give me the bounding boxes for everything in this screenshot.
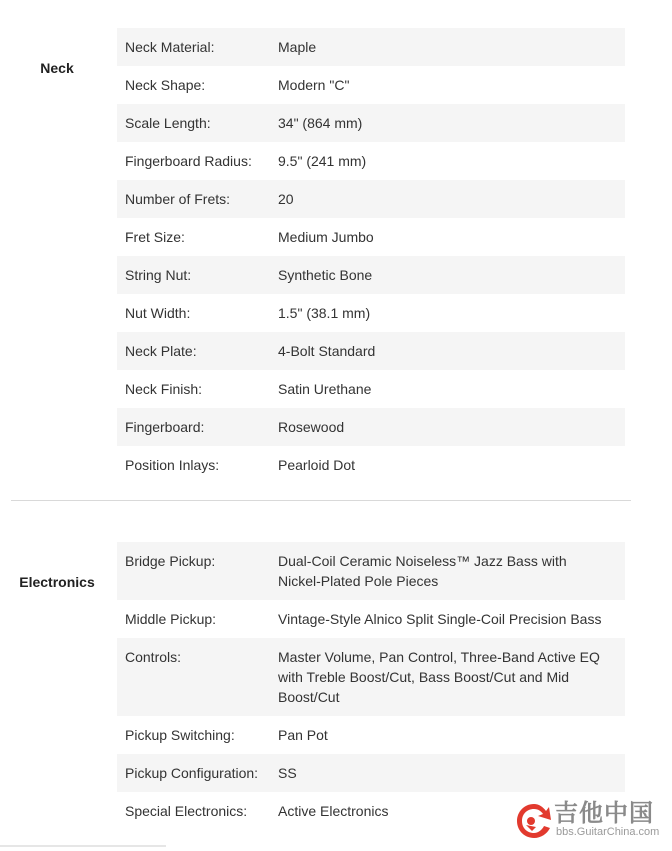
- spec-value: Maple: [278, 39, 317, 55]
- spec-label: Fingerboard:: [125, 419, 205, 435]
- spec-label: Nut Width:: [125, 305, 191, 321]
- spec-value: Vintage-Style Alnico Split Single-Coil Precision Bass: [278, 611, 602, 627]
- bottom-scroll-edge: [0, 845, 166, 847]
- spec-value: Master Volume, Pan Control, Three-Band Active EQ with Treble Boost/Cut, Bass Boost/Cut and Mid Boost/Cut: [278, 649, 600, 705]
- neck-spec-row: [117, 180, 625, 218]
- electronics-section-title: Electronics: [19, 574, 95, 590]
- electronics-spec-row: [117, 638, 625, 716]
- spec-value: Synthetic Bone: [278, 267, 373, 283]
- spec-label: Scale Length:: [125, 115, 211, 131]
- neck-spec-row: [117, 104, 625, 142]
- spec-label: Fret Size:: [125, 229, 185, 245]
- electronics-spec-row: [117, 754, 625, 792]
- spec-value: Active Electronics: [278, 803, 389, 819]
- spec-label: Controls:: [125, 649, 182, 665]
- spec-label: Pickup Switching:: [125, 727, 235, 743]
- spec-label: Number of Frets:: [125, 191, 231, 207]
- spec-value: Dual-Coil Ceramic Noiseless™ Jazz Bass with Nickel-Plated Pole Pieces: [278, 553, 567, 589]
- neck-spec-row: [117, 332, 625, 370]
- spec-value: Medium Jumbo: [278, 229, 374, 245]
- neck-spec-row: [117, 408, 625, 446]
- spec-value: 1.5" (38.1 mm): [278, 305, 371, 321]
- electronics-spec-row: [117, 716, 625, 754]
- neck-spec-row: [117, 66, 625, 104]
- spec-label: Neck Material:: [125, 39, 215, 55]
- spec-value: Satin Urethane: [278, 381, 372, 397]
- neck-spec-row: [117, 142, 625, 180]
- neck-section-title: Neck: [40, 60, 74, 76]
- spec-label: Fingerboard Radius:: [125, 153, 252, 169]
- neck-spec-row: [117, 446, 625, 484]
- section-divider: [11, 500, 631, 501]
- spec-label: Neck Plate:: [125, 343, 197, 359]
- spec-value: Modern "C": [278, 77, 350, 93]
- neck-spec-row: [117, 370, 625, 408]
- dragon-logo-icon: [514, 801, 554, 841]
- spec-value: 20: [278, 191, 294, 207]
- electronics-spec-table: [117, 542, 625, 830]
- spec-value: SS: [278, 765, 297, 781]
- electronics-spec-row: [117, 600, 625, 638]
- spec-label: String Nut:: [125, 267, 192, 283]
- spec-value: Rosewood: [278, 419, 345, 435]
- neck-spec-row: [117, 294, 625, 332]
- electronics-spec-row: [117, 542, 625, 600]
- spec-label: Neck Shape:: [125, 77, 206, 93]
- spec-value: Pearloid Dot: [278, 457, 356, 473]
- spec-label: Pickup Configuration:: [125, 765, 259, 781]
- neck-spec-table: [117, 28, 625, 484]
- spec-label: Position Inlays:: [125, 457, 220, 473]
- spec-value: 9.5" (241 mm): [278, 153, 367, 169]
- spec-label: Bridge Pickup:: [125, 553, 216, 569]
- neck-spec-row: [117, 28, 625, 66]
- spec-label: Middle Pickup:: [125, 611, 217, 627]
- spec-label: Neck Finish:: [125, 381, 203, 397]
- spec-value: 4-Bolt Standard: [278, 343, 376, 359]
- watermark-url: bbs.GuitarChina.com: [556, 826, 660, 838]
- spec-value: 34" (864 mm): [278, 115, 363, 131]
- spec-value: Pan Pot: [278, 727, 328, 743]
- watermark-title: 吉他中国: [554, 799, 654, 827]
- spec-label: Special Electronics:: [125, 803, 248, 819]
- neck-spec-row: [117, 256, 625, 294]
- watermark: [514, 799, 666, 843]
- neck-spec-row: [117, 218, 625, 256]
